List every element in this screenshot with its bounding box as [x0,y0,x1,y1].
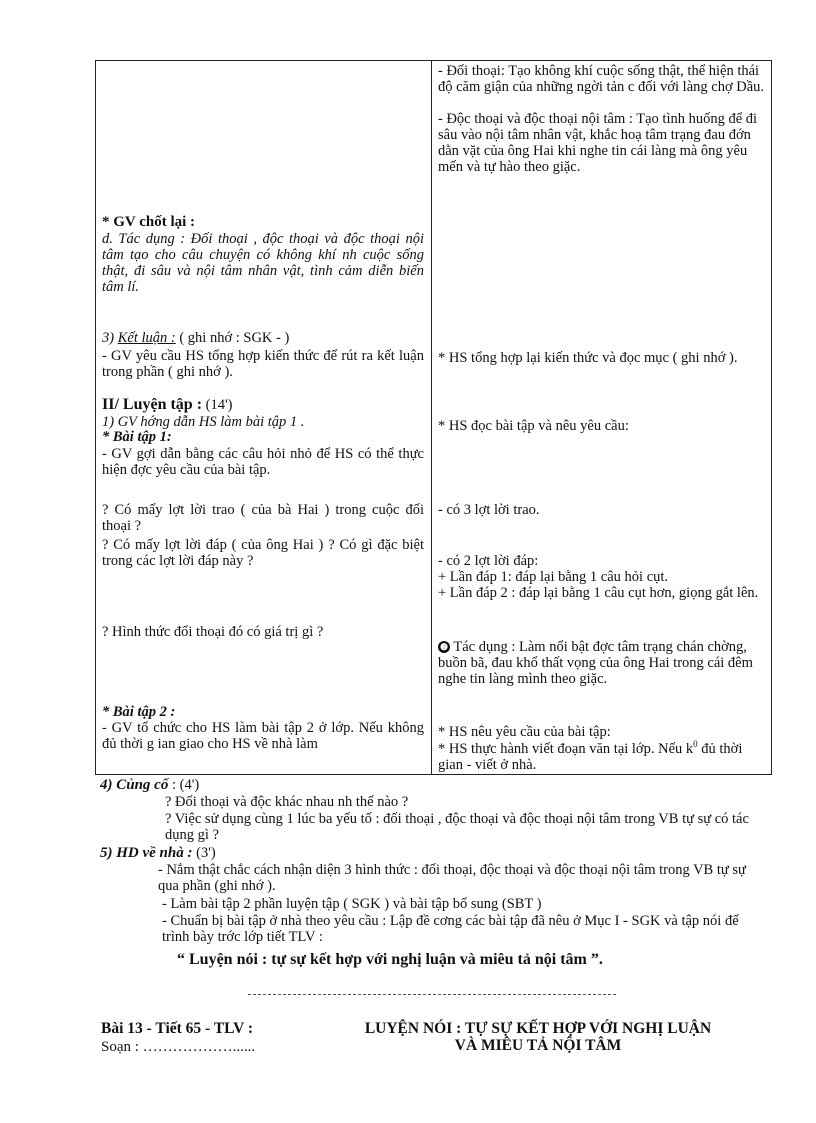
conclusion-number: 3) [102,330,115,346]
consolidation-item-2: ? Việc sử dụng cùng 1 lúc ba yếu tố : đối thoại , độc thoại và độc thoại nội tâm trong VB tự sự có tác dụng gì ? [165,811,749,843]
gv-summary-heading: * GV chốt lại : [102,214,196,230]
exercise-2-hs-2-a: * HS thực hành viết đoạn văn tại lớp. Nếu k [438,741,694,757]
superscript-zero: 0 [693,739,698,750]
number-two-icon: ❷ [439,642,449,652]
next-lesson-soan: Soạn : ………………...... [101,1039,256,1055]
column-divider [431,61,432,774]
homework-time: (3') [196,845,216,861]
conclusion-ref: ( ghi nhớ : SGK - ) [179,330,290,346]
right-monologue-text: - Độc thoại và độc thoại nội tâm : Tạo tình huống để đi sâu vào nội tâm nhân vật, khắc hoạ tâm trạng đau đớn dằn vặt của ông Hai khi nghe tin cái làng mà ông yêu mến và tự hào theo giặc. [438,111,758,175]
conclusion-hs-text: * HS tổng hợp lại kiến thức và đọc mục ( ghi nhớ ). [438,350,738,366]
conclusion-label: Kết luận : [117,330,176,346]
exercise-2-hs-2 [438,741,768,773]
next-lesson-title-2: VÀ MIÊU TẢ NỘI TÂM [454,1037,622,1054]
exercise-1-text: - GV gợi dẫn bằng các câu hỏi nhỏ để HS có thể thực hiện đợc yêu cầu của bài tập. [102,446,424,478]
next-lesson-label: Bài 13 - Tiết 65 - TLV : [101,1020,254,1037]
conclusion-text: - GV yêu cầu HS tổng hợp kiến thức để rút ra kết luận trong phần ( ghi nhớ ). [102,348,424,380]
consolidation-heading [100,777,199,793]
exercise-1-heading: * Bài tập 1: [102,429,172,445]
exercise-2-hs-1: * HS nêu yêu cầu của bài tập: [438,724,611,740]
question-1: ? Có mấy lợt lời trao ( của bà Hai ) trong cuộc đối thoại ? [102,502,424,534]
separator-line [248,994,616,995]
homework-heading [100,845,216,861]
homework-emphasis: “ Luyện nói : tự sự kết hợp với nghị luận và miêu tả nội tâm ”. [177,951,603,968]
exercise-2-heading: * Bài tập 2 : [102,704,176,720]
practice-time: (14') [205,397,233,413]
homework-item-3: - Chuẩn bị bài tập ở nhà theo yêu cầu : Lập đề cơng các bài tập đã nêu ở Mục I - SGK và tập nói để trình bày trớc lớp tiết TLV : [162,913,739,945]
practice-title: II/ Luyện tập : [102,396,203,413]
practice-heading [102,397,424,413]
exercise-2-text: - GV tổ chức cho HS làm bài tập 2 ở lớp. Nếu không đủ thời g ian giao cho HS về nhà làm [102,720,424,752]
practice-sub: 1) GV hớng dẫn HS làm bài tập 1 . [102,414,305,430]
answer-3 [438,639,768,687]
question-3: ? Hình thức đối thoại đó có giá trị gì ? [102,624,324,640]
consolidation-item-1: ? Đối thoại và độc khác nhau nh thế nào ? [165,794,409,810]
conclusion-heading [102,330,424,346]
exercise-2-hs-2-b: đủ thời gian - viết ở nhà. [438,741,743,773]
next-lesson-title-1: LUYỆN NÓI : TỰ SỰ KẾT HỢP VỚI NGHỊ LUẬN [364,1020,712,1037]
homework-item-1: - Nắm thật chắc cách nhận diện 3 hình thức : đối thoại, độc thoại và độc thoại nội tâm trong VB tự sự qua phần (ghi nhớ ). [158,862,746,894]
consolidation-time: : (4') [171,777,200,793]
consolidation-title: 4) Củng cố [100,777,169,793]
answer-2-line-3: + Lần đáp 2 : đáp lại bằng 1 câu cụt hơn, giọng gắt lên. [438,585,759,601]
homework-item-2: - Làm bài tập 2 phần luyện tập ( SGK ) và bài tập bổ sung (SBT ) [162,896,542,912]
hs-read-exercise: * HS đọc bài tập và nêu yêu cầu: [438,418,629,434]
homework-title: 5) HD về nhà : [100,845,193,861]
lesson-table [95,60,772,775]
answer-2-line-2: + Lần đáp 1: đáp lại bằng 1 câu hỏi cụt. [438,569,669,585]
gv-summary-text: d. Tác dụng : Đối thoại , độc thoại và độc thoại nội tâm tạo cho câu chuyện có không khí nh cuộc sống thật, đi sâu và nội tâm nhân vật, tình cảm diễn biến tâm lí. [102,231,424,295]
right-dialogue-text: - Đối thoại: Tạo không khí cuộc sống thật, thể hiện thái độ căm giận của những ngời tản c đối với làng chợ Dầu. [438,63,765,95]
answer-2-line-1: - có 2 lợt lời đáp: [438,553,539,569]
answer-1: - có 3 lợt lời trao. [438,502,540,518]
answer-3-text: Tác dụng : Làm nổi bật đợc tâm trạng chán chờng, buồn bã, đau khổ thất vọng của ông Hai trong cái đêm nghe tin làng mình theo giặc. [438,639,753,687]
question-2: ? Có mấy lợt lời đáp ( của ông Hai ) ? Có gì đặc biệt trong các lợt lời đáp này ? [102,537,424,569]
